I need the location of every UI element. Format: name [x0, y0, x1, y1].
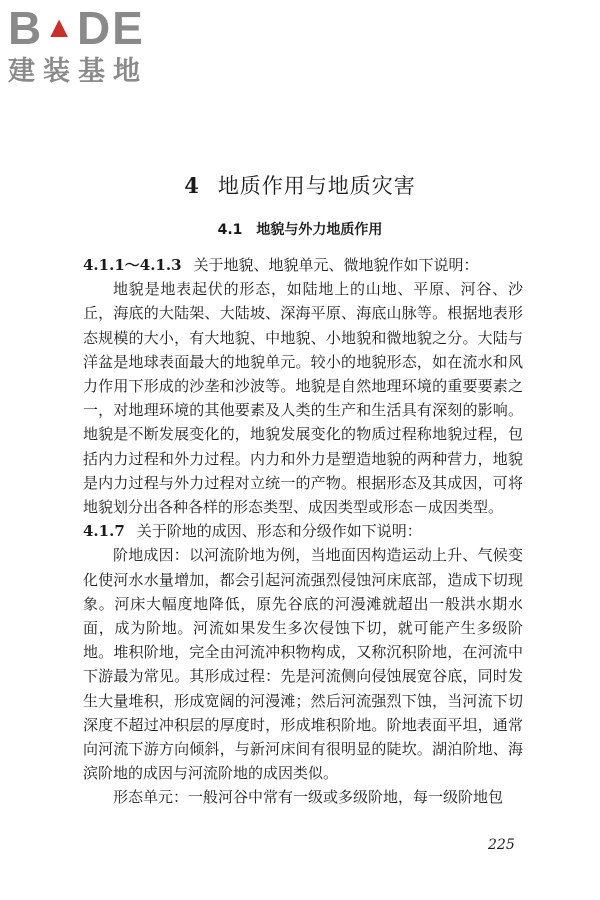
- logo-letters-de: DE: [76, 2, 145, 54]
- logo-wordmark: [8, 2, 178, 54]
- section-heading: [0, 220, 600, 240]
- logo-triangle-icon: ▲: [44, 11, 76, 44]
- paragraph: 阶地成因：以河流阶地为例，当地面因构造运动上升、气候变化使河水水量增加，都会引起河流强烈侵蚀河床底部，造成下切现象。河床大幅度地降低，原先谷底的河漫滩就超出一般洪水期水面，成为阶地。河流如果发生多次侵蚀下切，就可能产生多级阶地。堆积阶地，完全由河流冲积物构成，又称沉积阶地，在河流中下游最为常见。其形成过程：先是河流侧向侵蚀展宽谷底，同时发生大量堆积，形成宽阔的河漫滩；然后河流强烈下蚀，当河流下切深度不超过冲积层的厚度时，形成堆积阶地。阶地表面平坦，通常向河流下游方向倾斜，与新河床间有很明显的陡坎。湖泊阶地、海滨阶地的成因与河流阶地的成因类似。: [83, 546, 523, 783]
- clause-heading: [83, 519, 523, 543]
- page-number: 225: [488, 837, 515, 853]
- clause-number: 4.1.7: [83, 522, 125, 541]
- section-number: 4.1: [217, 222, 243, 238]
- paragraph: 形态单元：一般河谷中常有一级或多级阶地，每一级阶地包: [113, 788, 504, 807]
- chapter-heading: [0, 173, 600, 199]
- logo-subtitle: 建装基地: [8, 56, 148, 87]
- section-title: 地貌与外力地质作用: [256, 222, 383, 238]
- chapter-title: 地质作用与地质灾害: [217, 174, 416, 198]
- paragraph: 地貌是地表起伏的形态，如陆地上的山地、平原、河谷、沙丘，海底的大陆架、大陆坡、深海平原、海底山脉等。根据地表形态规模的大小，有大地貌、中地貌、小地貌和微地貌之分。大陆与洋盆是地球表面最大的地貌单元。较小的地貌形态，如在流水和风力作用下形成的沙垄和沙波等。地貌是自然地理环境的重要要素之一，对地理环境的其他要素及人类的生产和生活具有深刻的影响。地貌是不断发展变化的，地貌发展变化的物质过程称地貌过程，包括内力过程和外力过程。内力和外力是塑造地貌的两种营力，地貌是内力过程与外力过程对立统一的产物。根据形态及其成因，可将地貌划分出各种各样的形态类型、成因类型或形态－成因类型。: [83, 280, 523, 517]
- clause-number: 4.1.1～4.1.3: [83, 256, 182, 274]
- clause-intro: 关于阶地的成因、形态和分级作如下说明：: [136, 522, 422, 541]
- logo-letter-b: B: [8, 2, 44, 54]
- chapter-number: 4: [184, 173, 200, 198]
- body-text: [83, 253, 523, 810]
- logo: [8, 2, 178, 88]
- clause-heading: [83, 253, 523, 277]
- clause-intro: 关于地貌、地貌单元、微地貌作如下说明：: [193, 256, 479, 274]
